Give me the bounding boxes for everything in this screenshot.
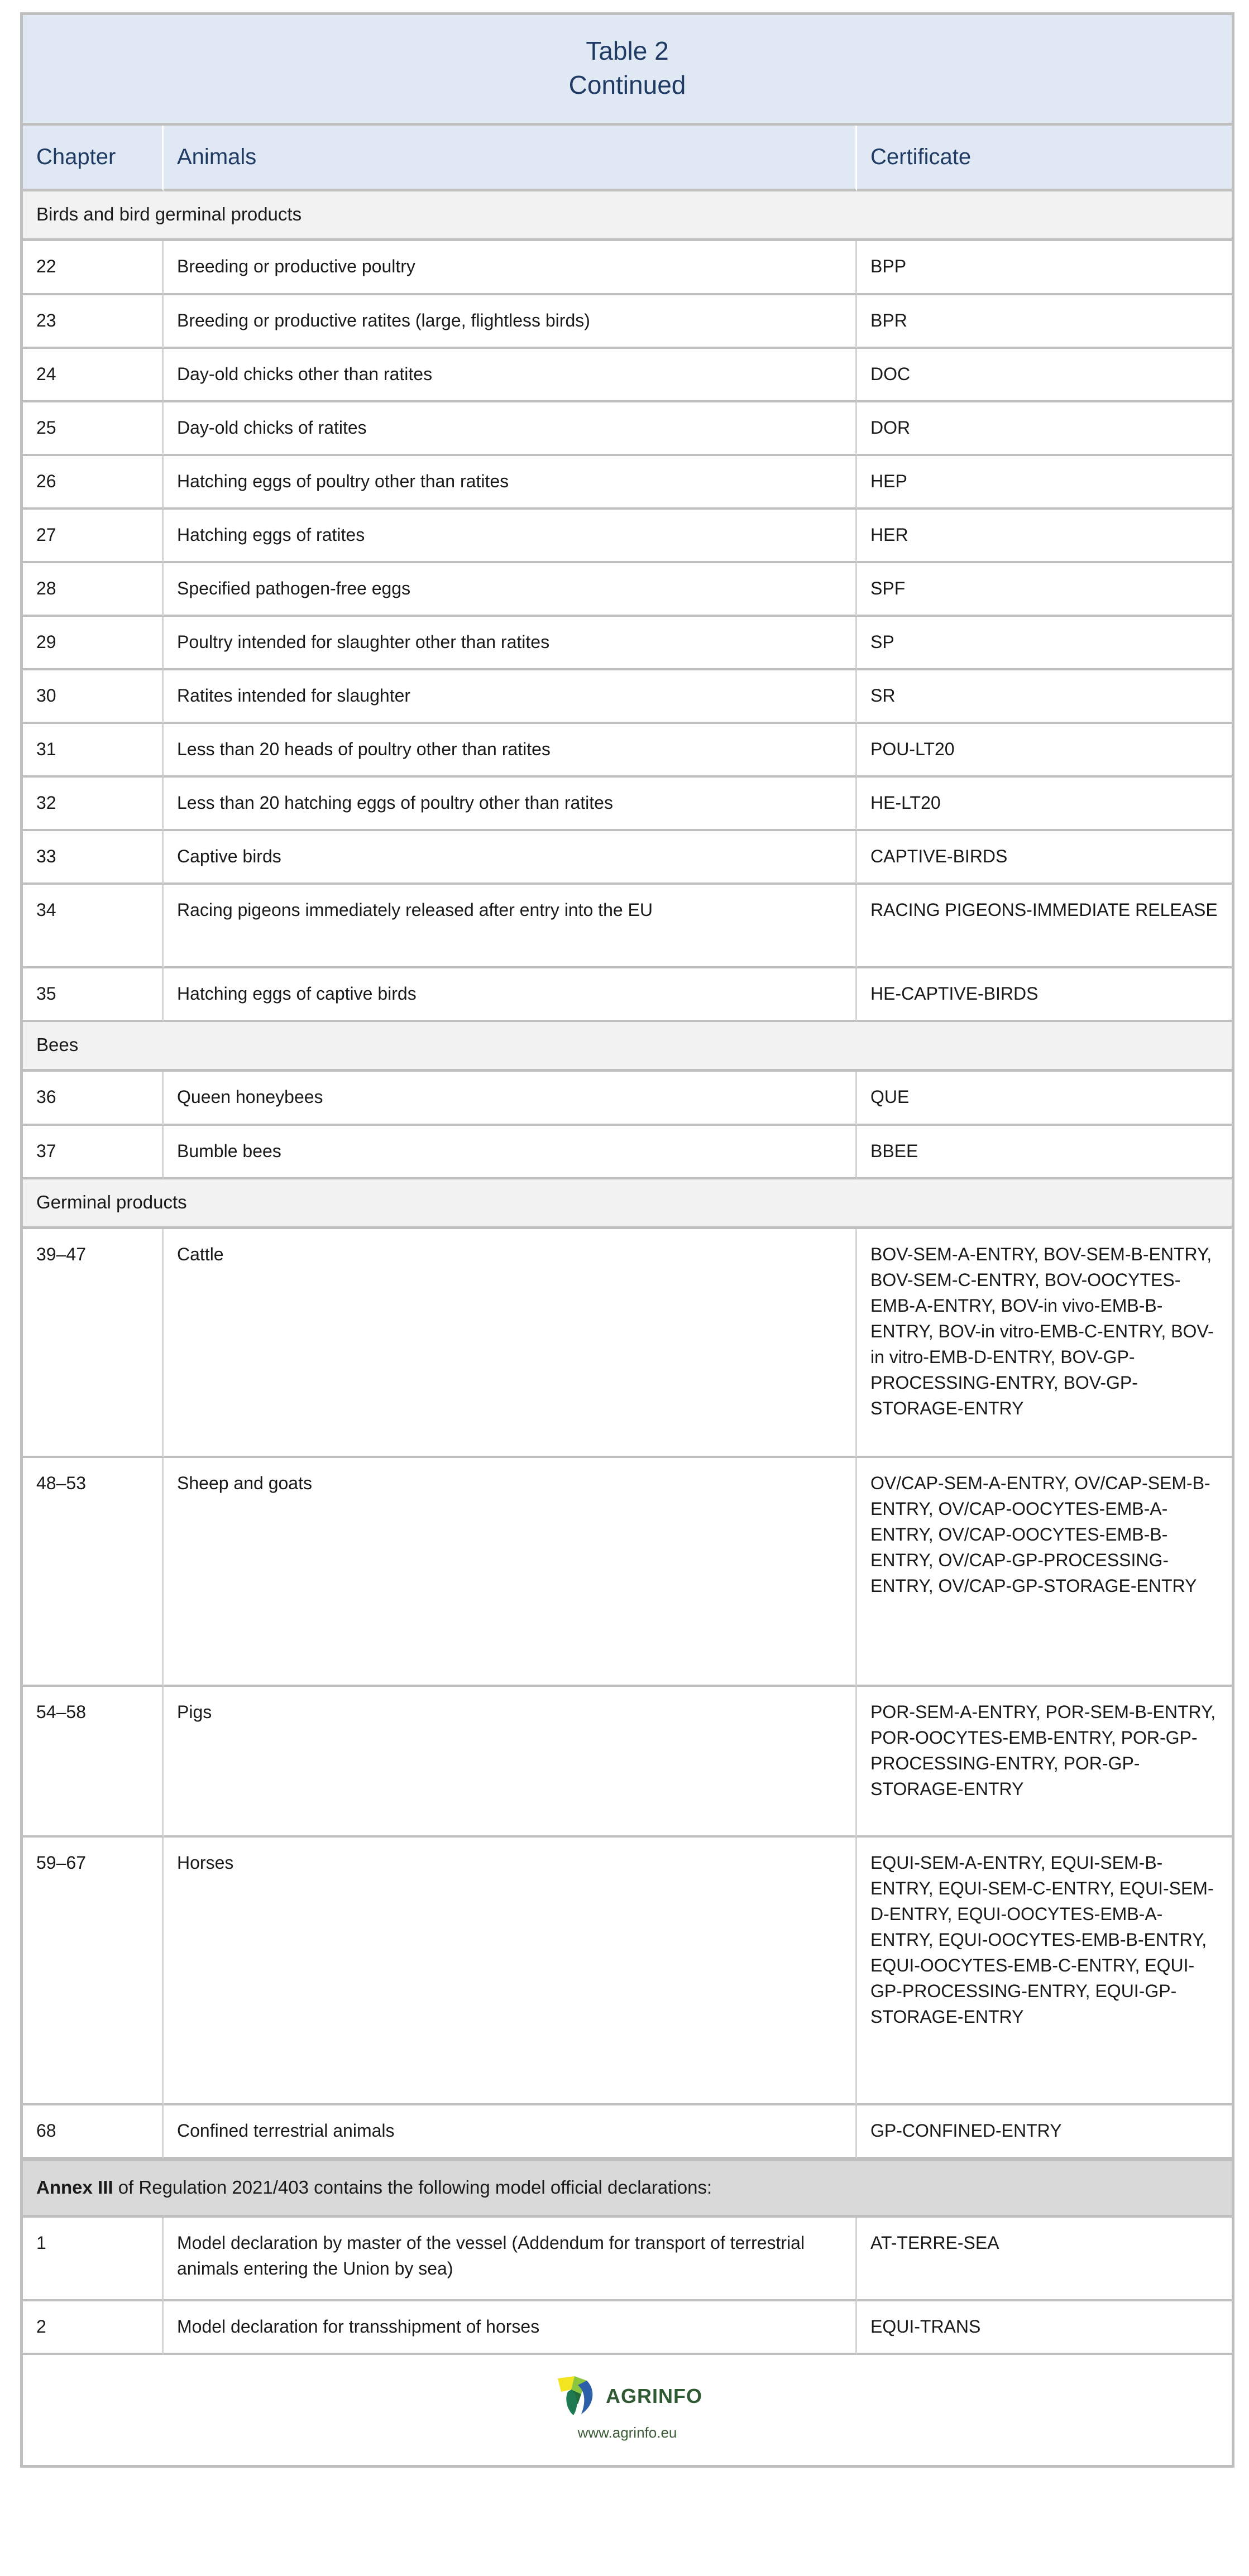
cell-certificate: BPP [857, 241, 1232, 295]
cell-certificate: SP [857, 617, 1232, 670]
cell-certificate: EQUI-SEM-A-ENTRY, EQUI-SEM-B-ENTRY, EQUI-SEM-C-ENTRY, EQUI-SEM-D-ENTRY, EQUI-OOCYTES-EMB-A-ENTRY, EQUI-OOCYTES-EMB-B-ENTRY, EQUI-OOCYTES-EMB-C-ENTRY, EQUI-GP-PROCESSING-ENTRY, EQUI-GP-STORAGE-ENTRY [857, 1838, 1232, 2105]
annex-iii-header-label [23, 2159, 1232, 2218]
table-title-main: Table 2 [586, 36, 669, 65]
cell-certificate: RACING PIGEONS-IMMEDIATE RELEASE [857, 885, 1232, 968]
agrinfo-wordmark: AGRINFO [606, 2384, 702, 2407]
cell-animals: Queen honeybees [164, 1072, 857, 1125]
table-row [23, 724, 1232, 778]
cell-animals: Sheep and goats [164, 1458, 857, 1687]
cell-animals: Less than 20 hatching eggs of poultry other than ratites [164, 778, 857, 831]
cell-animals: Specified pathogen-free eggs [164, 563, 857, 617]
cell-certificate: HE-CAPTIVE-BIRDS [857, 968, 1232, 1022]
table-row [23, 885, 1232, 968]
cell-chapter: 28 [23, 563, 164, 617]
table-title [23, 15, 1232, 126]
cell-chapter: 2 [23, 2301, 164, 2355]
table-row [23, 2105, 1232, 2159]
cell-chapter: 1 [23, 2218, 164, 2301]
cell-chapter: 27 [23, 510, 164, 563]
cell-certificate: HEP [857, 456, 1232, 510]
table-row [23, 1126, 1232, 1179]
agrinfo-url: www.agrinfo.eu [577, 2424, 677, 2441]
section-header-birds [23, 191, 1232, 241]
table-footer-row [23, 2355, 1232, 2465]
annex-iii-rest-label: of Regulation 2021/403 contains the following model official declarations: [113, 2176, 712, 2198]
cell-certificate: EQUI-TRANS [857, 2301, 1232, 2355]
cell-certificate: POU-LT20 [857, 724, 1232, 778]
annex-iii-header-row [23, 2159, 1232, 2218]
table-title-row [23, 15, 1232, 126]
cell-certificate: POR-SEM-A-ENTRY, POR-SEM-B-ENTRY, POR-OOCYTES-EMB-ENTRY, POR-GP-PROCESSING-ENTRY, POR-GP-STORAGE-ENTRY [857, 1687, 1232, 1838]
table-row [23, 1229, 1232, 1458]
cell-chapter: 24 [23, 349, 164, 402]
table-row [23, 2218, 1232, 2301]
cell-animals: Cattle [164, 1229, 857, 1458]
table-row [23, 456, 1232, 510]
certificates-table [20, 12, 1234, 2468]
cell-animals: Hatching eggs of captive birds [164, 968, 857, 1022]
table-row [23, 1687, 1232, 1838]
section-header-label: Germinal products [23, 1179, 1232, 1229]
table-row [23, 778, 1232, 831]
cell-certificate: QUE [857, 1072, 1232, 1125]
table-row [23, 617, 1232, 670]
table-row [23, 510, 1232, 563]
cell-animals: Bumble bees [164, 1126, 857, 1179]
cell-certificate: HE-LT20 [857, 778, 1232, 831]
table-row [23, 968, 1232, 1022]
cell-animals: Breeding or productive poultry [164, 241, 857, 295]
cell-certificate: DOC [857, 349, 1232, 402]
column-header-animals: Animals [164, 126, 857, 191]
agrinfo-swirl-icon [552, 2375, 600, 2417]
cell-animals: Breeding or productive ratites (large, flightless birds) [164, 295, 857, 349]
cell-certificate: BBEE [857, 1126, 1232, 1179]
cell-chapter: 29 [23, 617, 164, 670]
cell-chapter: 34 [23, 885, 164, 968]
cell-animals: Horses [164, 1838, 857, 2105]
cell-animals: Captive birds [164, 831, 857, 885]
cell-chapter: 59–67 [23, 1838, 164, 2105]
cell-animals: Pigs [164, 1687, 857, 1838]
cell-animals: Poultry intended for slaughter other than ratites [164, 617, 857, 670]
cell-chapter: 39–47 [23, 1229, 164, 1458]
table-row [23, 670, 1232, 724]
cell-chapter: 68 [23, 2105, 164, 2159]
cell-animals: Day-old chicks of ratites [164, 402, 857, 456]
cell-certificate: OV/CAP-SEM-A-ENTRY, OV/CAP-SEM-B-ENTRY, OV/CAP-OOCYTES-EMB-A-ENTRY, OV/CAP-OOCYTES-EMB-B-ENTRY, OV/CAP-GP-PROCESSING-ENTRY, OV/CAP-GP-STORAGE-ENTRY [857, 1458, 1232, 1687]
cell-chapter: 33 [23, 831, 164, 885]
table-row [23, 402, 1232, 456]
table-row [23, 349, 1232, 402]
cell-animals: Ratites intended for slaughter [164, 670, 857, 724]
section-header-bees [23, 1022, 1232, 1072]
logo-mark-row [552, 2375, 702, 2417]
cell-certificate: BPR [857, 295, 1232, 349]
cell-animals: Confined terrestrial animals [164, 2105, 857, 2159]
cell-chapter: 30 [23, 670, 164, 724]
cell-certificate: SR [857, 670, 1232, 724]
cell-animals: Model declaration by master of the vessel (Addendum for transport of terrestrial animals entering the Union by sea) [164, 2218, 857, 2301]
cell-chapter: 32 [23, 778, 164, 831]
cell-certificate: BOV-SEM-A-ENTRY, BOV-SEM-B-ENTRY, BOV-SEM-C-ENTRY, BOV-OOCYTES-EMB-A-ENTRY, BOV-in vivo-EMB-B-ENTRY, BOV-in vitro-EMB-C-ENTRY, BOV-in vitro-EMB-D-ENTRY, BOV-GP-PROCESSING-ENTRY, BOV-GP-STORAGE-ENTRY [857, 1229, 1232, 1458]
table-row [23, 1458, 1232, 1687]
column-header-chapter: Chapter [23, 126, 164, 191]
table-row [23, 241, 1232, 295]
table-row [23, 1072, 1232, 1125]
cell-chapter: 35 [23, 968, 164, 1022]
table-row [23, 831, 1232, 885]
cell-chapter: 22 [23, 241, 164, 295]
cell-chapter: 36 [23, 1072, 164, 1125]
table-row [23, 295, 1232, 349]
cell-certificate: SPF [857, 563, 1232, 617]
cell-animals: Day-old chicks other than ratites [164, 349, 857, 402]
section-header-germinal-products [23, 1179, 1232, 1229]
cell-chapter: 37 [23, 1126, 164, 1179]
cell-animals: Racing pigeons immediately released after entry into the EU [164, 885, 857, 968]
table-row [23, 1838, 1232, 2105]
cell-chapter: 26 [23, 456, 164, 510]
cell-certificate: DOR [857, 402, 1232, 456]
cell-chapter: 23 [23, 295, 164, 349]
footer-branding [23, 2355, 1232, 2465]
cell-chapter: 54–58 [23, 1687, 164, 1838]
cell-animals: Hatching eggs of ratites [164, 510, 857, 563]
table-row [23, 563, 1232, 617]
section-header-label: Bees [23, 1022, 1232, 1072]
agrinfo-logo [552, 2375, 702, 2440]
column-header-certificate: Certificate [857, 126, 1232, 191]
cell-certificate: AT-TERRE-SEA [857, 2218, 1232, 2301]
section-header-label: Birds and bird germinal products [23, 191, 1232, 241]
cell-animals: Less than 20 heads of poultry other than ratites [164, 724, 857, 778]
cell-chapter: 25 [23, 402, 164, 456]
table-title-continued: Continued [568, 70, 686, 99]
table-row [23, 2301, 1232, 2355]
cell-certificate: HER [857, 510, 1232, 563]
cell-chapter: 31 [23, 724, 164, 778]
cell-certificate: CAPTIVE-BIRDS [857, 831, 1232, 885]
cell-animals: Hatching eggs of poultry other than ratites [164, 456, 857, 510]
annex-iii-bold-label: Annex III [36, 2176, 113, 2198]
cell-certificate: GP-CONFINED-ENTRY [857, 2105, 1232, 2159]
table-column-header-row [23, 126, 1232, 191]
cell-chapter: 48–53 [23, 1458, 164, 1687]
cell-animals: Model declaration for transshipment of horses [164, 2301, 857, 2355]
